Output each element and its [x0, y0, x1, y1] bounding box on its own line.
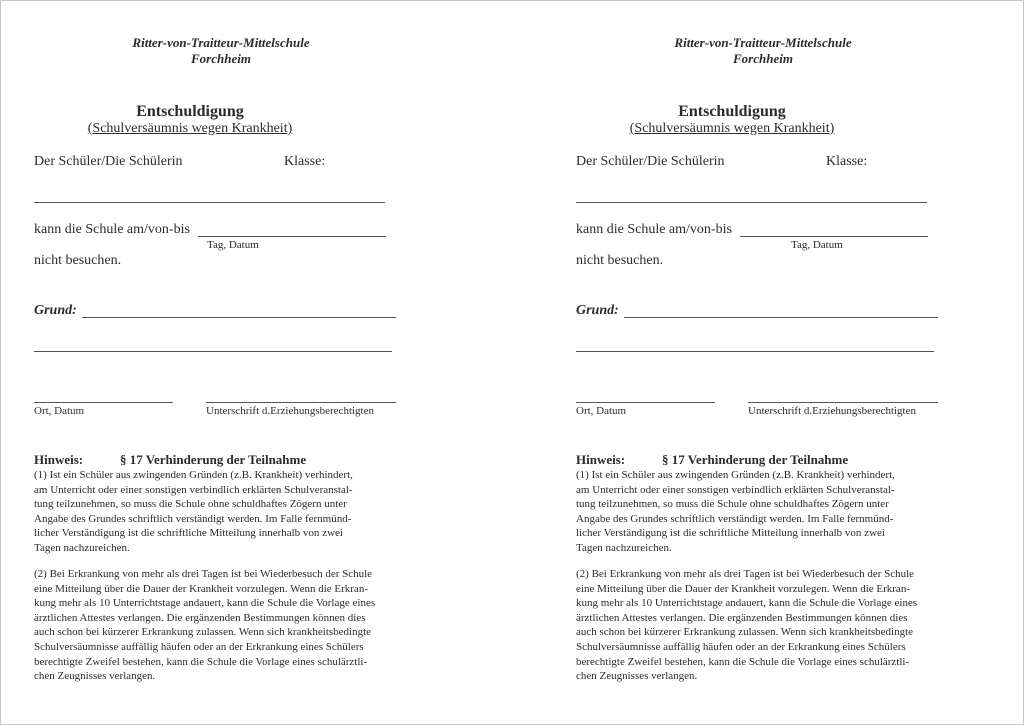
note-line: Tagen nachzureichen. — [576, 541, 672, 554]
signature-line[interactable] — [206, 402, 396, 403]
absence-date-line[interactable] — [198, 236, 386, 237]
school-header — [628, 35, 898, 67]
date-hint: Tag, Datum — [791, 239, 843, 251]
note-line: Schulversäumnisse auffällig häufen oder an der Erkrankung eines Schülers — [34, 640, 364, 653]
class-label: Klasse: — [826, 154, 868, 169]
reason-line-2[interactable] — [34, 351, 392, 352]
note-line: Angabe des Grundes schriftlich verständigt werden. Im Falle fernmünd- — [576, 512, 894, 525]
note-title: § 17 Verhinderung der Teilnahme — [120, 452, 307, 467]
note-line: eine Mitteilung über die Dauer der Krankheit vorzulegen. Wenn die Erkran- — [576, 582, 910, 595]
note-line: Tagen nachzureichen. — [34, 541, 130, 554]
note-line: eine Mitteilung über die Dauer der Krankheit vorzulegen. Wenn die Erkran- — [34, 582, 368, 595]
note-line: auch schon bei kürzerer Erkrankung zulassen. Wenn sich krankheitsbedingte — [34, 626, 372, 639]
note-paragraph-1 — [576, 468, 976, 556]
note-line: ärztlichen Attestes verlangen. Die ergänzenden Bestimmungen können dies — [576, 611, 908, 624]
reason-label: Grund: — [34, 303, 77, 318]
note-line: tung teilzunehmen, so muss die Schule ohne schuldhaftes Zögern unter — [576, 498, 889, 511]
form-title: Entschuldigung — [678, 103, 786, 120]
note-line: ärztlichen Attestes verlangen. Die ergänzenden Bestimmungen können dies — [34, 611, 366, 624]
note-line: chen Zeugnisses verlangen. — [576, 670, 698, 683]
place-date-line[interactable] — [576, 402, 715, 403]
not-attend-text: nicht besuchen. — [576, 253, 664, 268]
signature-label: Unterschrift d.Erziehungsberechtigten — [206, 405, 374, 417]
form-subtitle-text: (Schulversäumnis wegen Krankheit) — [87, 121, 293, 136]
note-line: (2) Bei Erkrankung von mehr als drei Tagen ist bei Wiederbesuch der Schule — [34, 568, 373, 580]
form-subtitle — [40, 121, 340, 137]
note-line: Schulversäumnisse auffällig häufen oder an der Erkrankung eines Schülers — [576, 640, 906, 653]
form-subtitle — [582, 121, 882, 137]
note-line: am Unterricht oder einer sonstigen verbindlich erklärten Schulveranstal- — [576, 483, 895, 496]
note-line: (1) Ist ein Schüler aus zwingenden Gründen (z.B. Krankheit) verhindert, — [576, 469, 895, 481]
school-name: Ritter-von-Traitteur-Mittelschule — [674, 35, 852, 50]
note-title: § 17 Verhinderung der Teilnahme — [662, 452, 849, 467]
note-line: am Unterricht oder einer sonstigen verbindlich erklärten Schulveranstal- — [34, 483, 353, 496]
student-name-line[interactable] — [34, 202, 385, 203]
class-label: Klasse: — [284, 154, 326, 169]
note-paragraph-2 — [576, 567, 976, 684]
absent-label: kann die Schule am/von-bis — [34, 222, 190, 237]
note-line: licher Verständigung ist die schriftliche Mitteilung innerhalb von zwei — [576, 527, 885, 540]
signature-line[interactable] — [748, 402, 938, 403]
not-attend-text: nicht besuchen. — [34, 253, 122, 268]
note-line: berechtigte Zweifel bestehen, kann die Schule die Vorlage eines schulärztli- — [576, 655, 910, 668]
student-name-line[interactable] — [576, 202, 927, 203]
student-label: Der Schüler/Die Schülerin — [34, 154, 183, 169]
school-name: Ritter-von-Traitteur-Mittelschule — [132, 35, 310, 50]
school-city: Forchheim — [733, 51, 793, 66]
note-line: kung mehr als 10 Unterrichtstage andauert, kann die Schule die Vorlage eines — [34, 597, 376, 610]
form-title: Entschuldigung — [136, 103, 244, 120]
note-line: Angabe des Grundes schriftlich verständigt werden. Im Falle fernmünd- — [34, 512, 352, 525]
school-city: Forchheim — [191, 51, 251, 66]
form-subtitle-text: (Schulversäumnis wegen Krankheit) — [629, 121, 835, 136]
note-line: kung mehr als 10 Unterrichtstage andauert, kann die Schule die Vorlage eines — [576, 597, 918, 610]
note-line: tung teilzunehmen, so muss die Schule ohne schuldhaftes Zögern unter — [34, 498, 347, 511]
place-date-label: Ort, Datum — [34, 405, 85, 417]
note-line: (1) Ist ein Schüler aus zwingenden Gründen (z.B. Krankheit) verhindert, — [34, 469, 353, 481]
date-hint: Tag, Datum — [207, 239, 259, 251]
place-date-line[interactable] — [34, 402, 173, 403]
signature-label: Unterschrift d.Erziehungsberechtigten — [748, 405, 916, 417]
note-line: berechtigte Zweifel bestehen, kann die Schule die Vorlage eines schulärztli- — [34, 655, 368, 668]
reason-line-2[interactable] — [576, 351, 934, 352]
absent-label: kann die Schule am/von-bis — [576, 222, 732, 237]
note-paragraph-2 — [34, 567, 434, 684]
note-label: Hinweis: — [34, 452, 84, 467]
place-date-label: Ort, Datum — [576, 405, 627, 417]
school-header — [86, 35, 356, 67]
note-line: chen Zeugnisses verlangen. — [34, 670, 156, 683]
reason-label: Grund: — [576, 303, 619, 318]
reason-line-1[interactable] — [82, 317, 396, 318]
excuse-form-right — [542, 0, 1024, 725]
absence-date-line[interactable] — [740, 236, 928, 237]
reason-line-1[interactable] — [624, 317, 938, 318]
note-line: auch schon bei kürzerer Erkrankung zulassen. Wenn sich krankheitsbedingte — [576, 626, 914, 639]
note-line: (2) Bei Erkrankung von mehr als drei Tagen ist bei Wiederbesuch der Schule — [576, 568, 915, 580]
note-paragraph-1 — [34, 468, 434, 556]
note-label: Hinweis: — [576, 452, 626, 467]
student-label: Der Schüler/Die Schülerin — [576, 154, 725, 169]
note-line: licher Verständigung ist die schriftliche Mitteilung innerhalb von zwei — [34, 527, 343, 540]
